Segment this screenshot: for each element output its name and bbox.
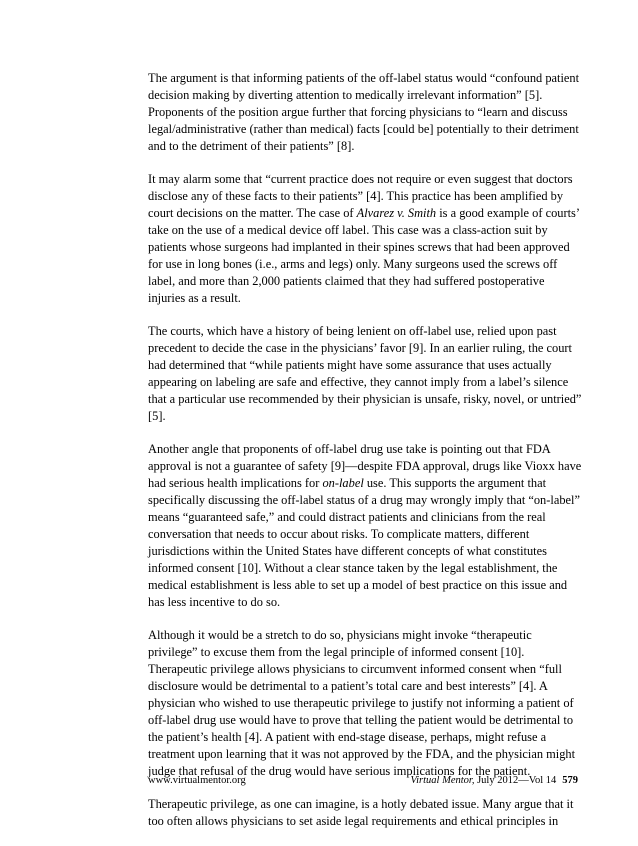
paragraph-3: The courts, which have a history of being lenient on off-label use, relied upon past precedent to decide the case in the physicians’ favor [9]. In an earlier ruling, the court had determined that “while patients might have some assurance that uses actually appearing on labeling are safe and effective, they cannot imply from a label’s silence that a particular use recommended by their physician is unsafe, risky, novel, or untried” [5].: [148, 324, 582, 423]
footer-website: www.virtualmentor.org: [148, 775, 246, 786]
paragraph-2: [148, 171, 583, 307]
footer-journal-title: Virtual Mentor,: [410, 775, 475, 786]
paragraph-1: The argument is that informing patients of the off-label status would “confound patient decision making by diverting attention to medically irrelevant information” [5]. Proponents of the position argue further that forcing physicians to “learn and discuss legal/administrative (rather than medical) facts [could be] potentially to their detriment and to the detriment of their patients” [8].: [148, 71, 580, 153]
paragraph-2-text-start: It may alarm some that “current practice does not require or even suggest that doctors disclose any of these facts to their patients” [4]. This practice has been amplified by court decisions on the matter. The case of: [148, 172, 573, 220]
page-number: 579: [562, 775, 578, 786]
footer-citation: [410, 775, 578, 786]
paragraph-2-text-end: is a good example of courts’ take on the use of a medical device off label. This case was a class-action suit by patients whose surgeons had implanted in their spines screws that had been approved for use in long bones (i.e., arms and legs) only. Many surgeons used the screws off label, and more than 2,000 patients claimed that they had suffered postoperative injuries as a result.: [148, 206, 580, 305]
paragraph-4-text-start: Another angle that proponents of off-label drug use take is pointing out that FDA approval is not a guarantee of safety [9]—despite FDA approval, drugs like Vioxx have had serious health implications for: [148, 442, 582, 490]
article-body: [148, 70, 583, 846]
page-footer: [148, 775, 578, 791]
paragraph-5: Although it would be a stretch to do so, physicians might invoke “therapeutic privilege” to excuse them from the legal principle of informed consent [10]. Therapeutic privilege allows physicians to circumvent informed consent when “full disclosure would be detrimental to a patient’s total care and best interests” [4]. A physician who wished to use therapeutic privilege to justify not informing a patient of off-label drug use would have to prove that telling the patient would be detrimental to the patient’s health [4]. A patient with end-stage disease, perhaps, might refuse a treatment upon learning that it was not approved by the FDA, and the physician might judge that refusal of the drug would have serious implications for the patient.: [148, 628, 576, 778]
paragraph-4-text-end: use. This supports the argument that specifically discussing the off-label status of a drug may wrongly imply that “on-label” means “guaranteed safe,” and could distract patients and clinicians from the real conversation that needs to occur about risks. To complicate matters, different jurisdictions within the United States have different concepts of what constitutes informed consent [10]. Without a clear stance taken by the legal establishment, the medical establishment is less able to set up a model of best practice on this issue and has less incentive to do so.: [148, 476, 580, 609]
on-label-emphasis: on-label: [322, 476, 364, 490]
footer-issue: July 2012—Vol 14: [474, 775, 557, 786]
paragraph-6: Therapeutic privilege, as one can imagine, is a hotly debated issue. Many argue that it too often allows physicians to set aside legal requirements and ethical principles in: [148, 797, 574, 828]
paragraph-4: [148, 441, 583, 611]
case-name-alvarez: Alvarez v. Smith: [356, 206, 437, 220]
